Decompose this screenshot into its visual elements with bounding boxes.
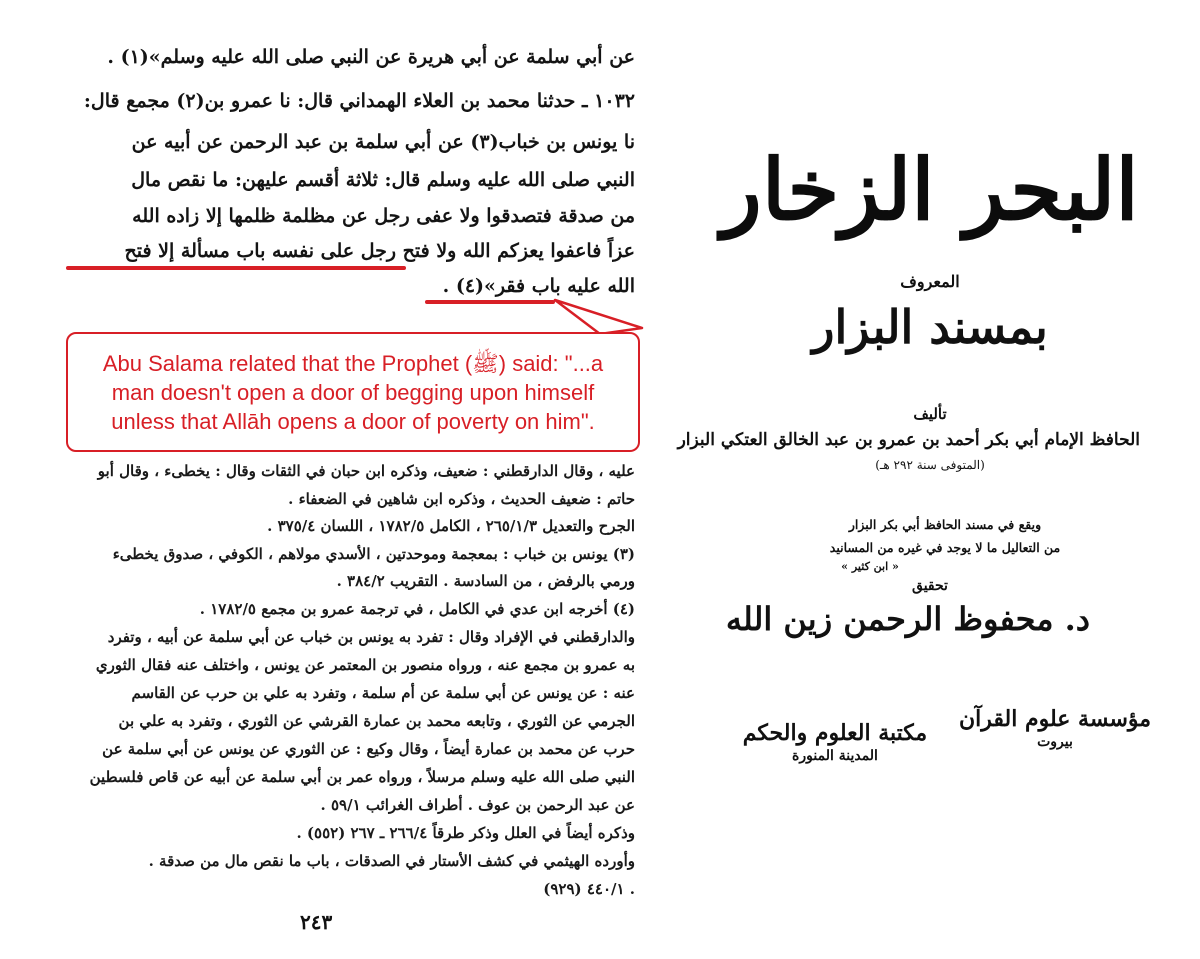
footnote-line: الجرح والتعديل ٢٦٥/١/٣ ، الكامل ١٧٨٢/٥ ، اللسان ٣٧٥/٤ . [267,517,635,535]
translation-callout [66,332,640,452]
publisher-name: مؤسسة علوم القرآن [958,706,1152,732]
page-number: ٢٤٣ [300,910,333,934]
footnote-line: به عمرو بن مجمع عنه ، ورواه منصور بن المعتمر عن يونس ، واختلف عنه فقال الثوري [95,656,635,674]
footnote-line: عليه ، وقال الدارقطني : ضعيف، وذكره ابن حبان في الثقات وقال : يخطىء ، وقال أبو [97,462,635,480]
publisher-madinah [730,720,940,764]
book-title: البحر الزخار [721,140,1139,239]
author-name: الحافظ الإمام أبي بكر أحمد بن عمرو بن عبد الخالق العتكي البزار [677,430,1140,450]
appendix-line-2: من التعاليل ما لا يوجد في غيره من المسانيد [829,540,1061,555]
footnote-line: حرب عن محمد بن عمارة أيضاً ، وقال وكيع : عن الثوري عن يونس عن أبي سلمة عن [102,740,635,758]
appendix-line-1: ويقع في مسند الحافظ أبي بكر البزار [848,517,1042,532]
main-text-line-2: ١٠٣٢ ـ حدثنا محمد بن العلاء الهمداني قال: نا عمرو بن(٢) مجمع قال: [83,90,635,112]
footnote-line: عنه : عن يونس عن أبي سلمة عن أم سلمة ، وتفرد به علي بن حرب عن القاسم [131,684,635,702]
footnote-line: والدارقطني في الإفراد وقال : تفرد به يونس بن خباب عن أبي سلمة عن أبيه ، وتفرد [107,628,635,646]
editor-name: د. محفوظ الرحمن زين الله [725,600,1090,638]
editor-label: تحقيق [912,578,948,594]
highlight-underline-1 [66,266,406,270]
appendix-line-3: « ابن كثير » [841,560,899,573]
right-title-page [660,0,1200,959]
footnote-line: حاتم : ضعيف الحديث ، وذكره ابن شاهين في الضعفاء . [288,490,635,508]
main-text-line-6: عزاً فاعفوا يعزكم الله ولا فتح رجل على نفسه باب مسألة إلا فتح [124,240,635,262]
publisher-name: مكتبة العلوم والحكم [742,720,928,746]
footnote-line: وأورده الهيثمي في كشف الأستار في الصدقات ، باب ما نقص مال من صدقة . [148,852,635,870]
footnote-line: النبي صلى الله عليه وسلم مرسلاً ، ورواه عمر بن أبي سلمة عن أبيه عن قاص فلسطين [89,768,635,786]
known-as-label: المعروف [900,272,960,291]
main-text-line-3: نا يونس بن خباب(٣) عن أبي سلمة بن عبد الرحمن عن أبيه عن [131,131,635,153]
book-subtitle: بمسند البزار [812,300,1048,354]
footnote-line: عن عبد الرحمن بن عوف . أطراف الغرائب ٥٩/١ . [320,796,635,814]
main-text-line-7: الله عليه باب فقر»(٤) . [442,275,635,297]
footnote-line: (٣) يونس بن خباب : بمعجمة وموحدتين ، الأسدي مولاهم ، الكوفي ، صدوق يخطىء [112,545,635,563]
authored-by-label: تأليف [913,405,947,423]
main-text-line-4: النبي صلى الله عليه وسلم قال: ثلاثة أقسم عليهن: ما نقص مال [131,169,635,191]
main-text-line-1: عن أبي سلمة عن أبي هريرة عن النبي صلى الله عليه وسلم»(١) . [107,46,635,68]
footnote-line: ورمي بالرفض ، من السادسة . التقريب ٣٨٤/٢ . [336,572,635,590]
footnote-line: (٤) أخرجه ابن عدي في الكامل ، في ترجمة عمرو بن مجمع ١٧٨٢/٥ . [199,600,635,618]
publisher-city: بيروت [1037,734,1073,750]
main-text-line-5: من صدقة فتصدقوا ولا عفى رجل عن مظلمة ظلمها إلا زاده الله [132,205,635,227]
footnote-line: وذكره أيضاً في العلل وذكر طرقاً ٢٦٦/٤ ـ ٢٦٧ (٥٥٢) . [296,824,635,842]
publisher-beirut [950,706,1160,750]
callout-text: Abu Salama related that the Prophet (ﷺ) said: "...a man doesn't open a door of begging upon himself unless that Allāh opens a door of poverty on him". [102,350,604,434]
footnote-line: ٤٤٠/١ (٩٢٩) . [543,880,635,898]
author-death-date: (المتوفى سنة ٢٩٢ هـ) [875,458,985,472]
highlight-underline-2 [425,300,555,304]
publisher-city: المدينة المنورة [792,748,878,764]
footnote-line: الجرمي عن الثوري ، وتابعه محمد بن عمارة القرشي عن الثوري ، وتفرد به علي بن [118,712,635,730]
